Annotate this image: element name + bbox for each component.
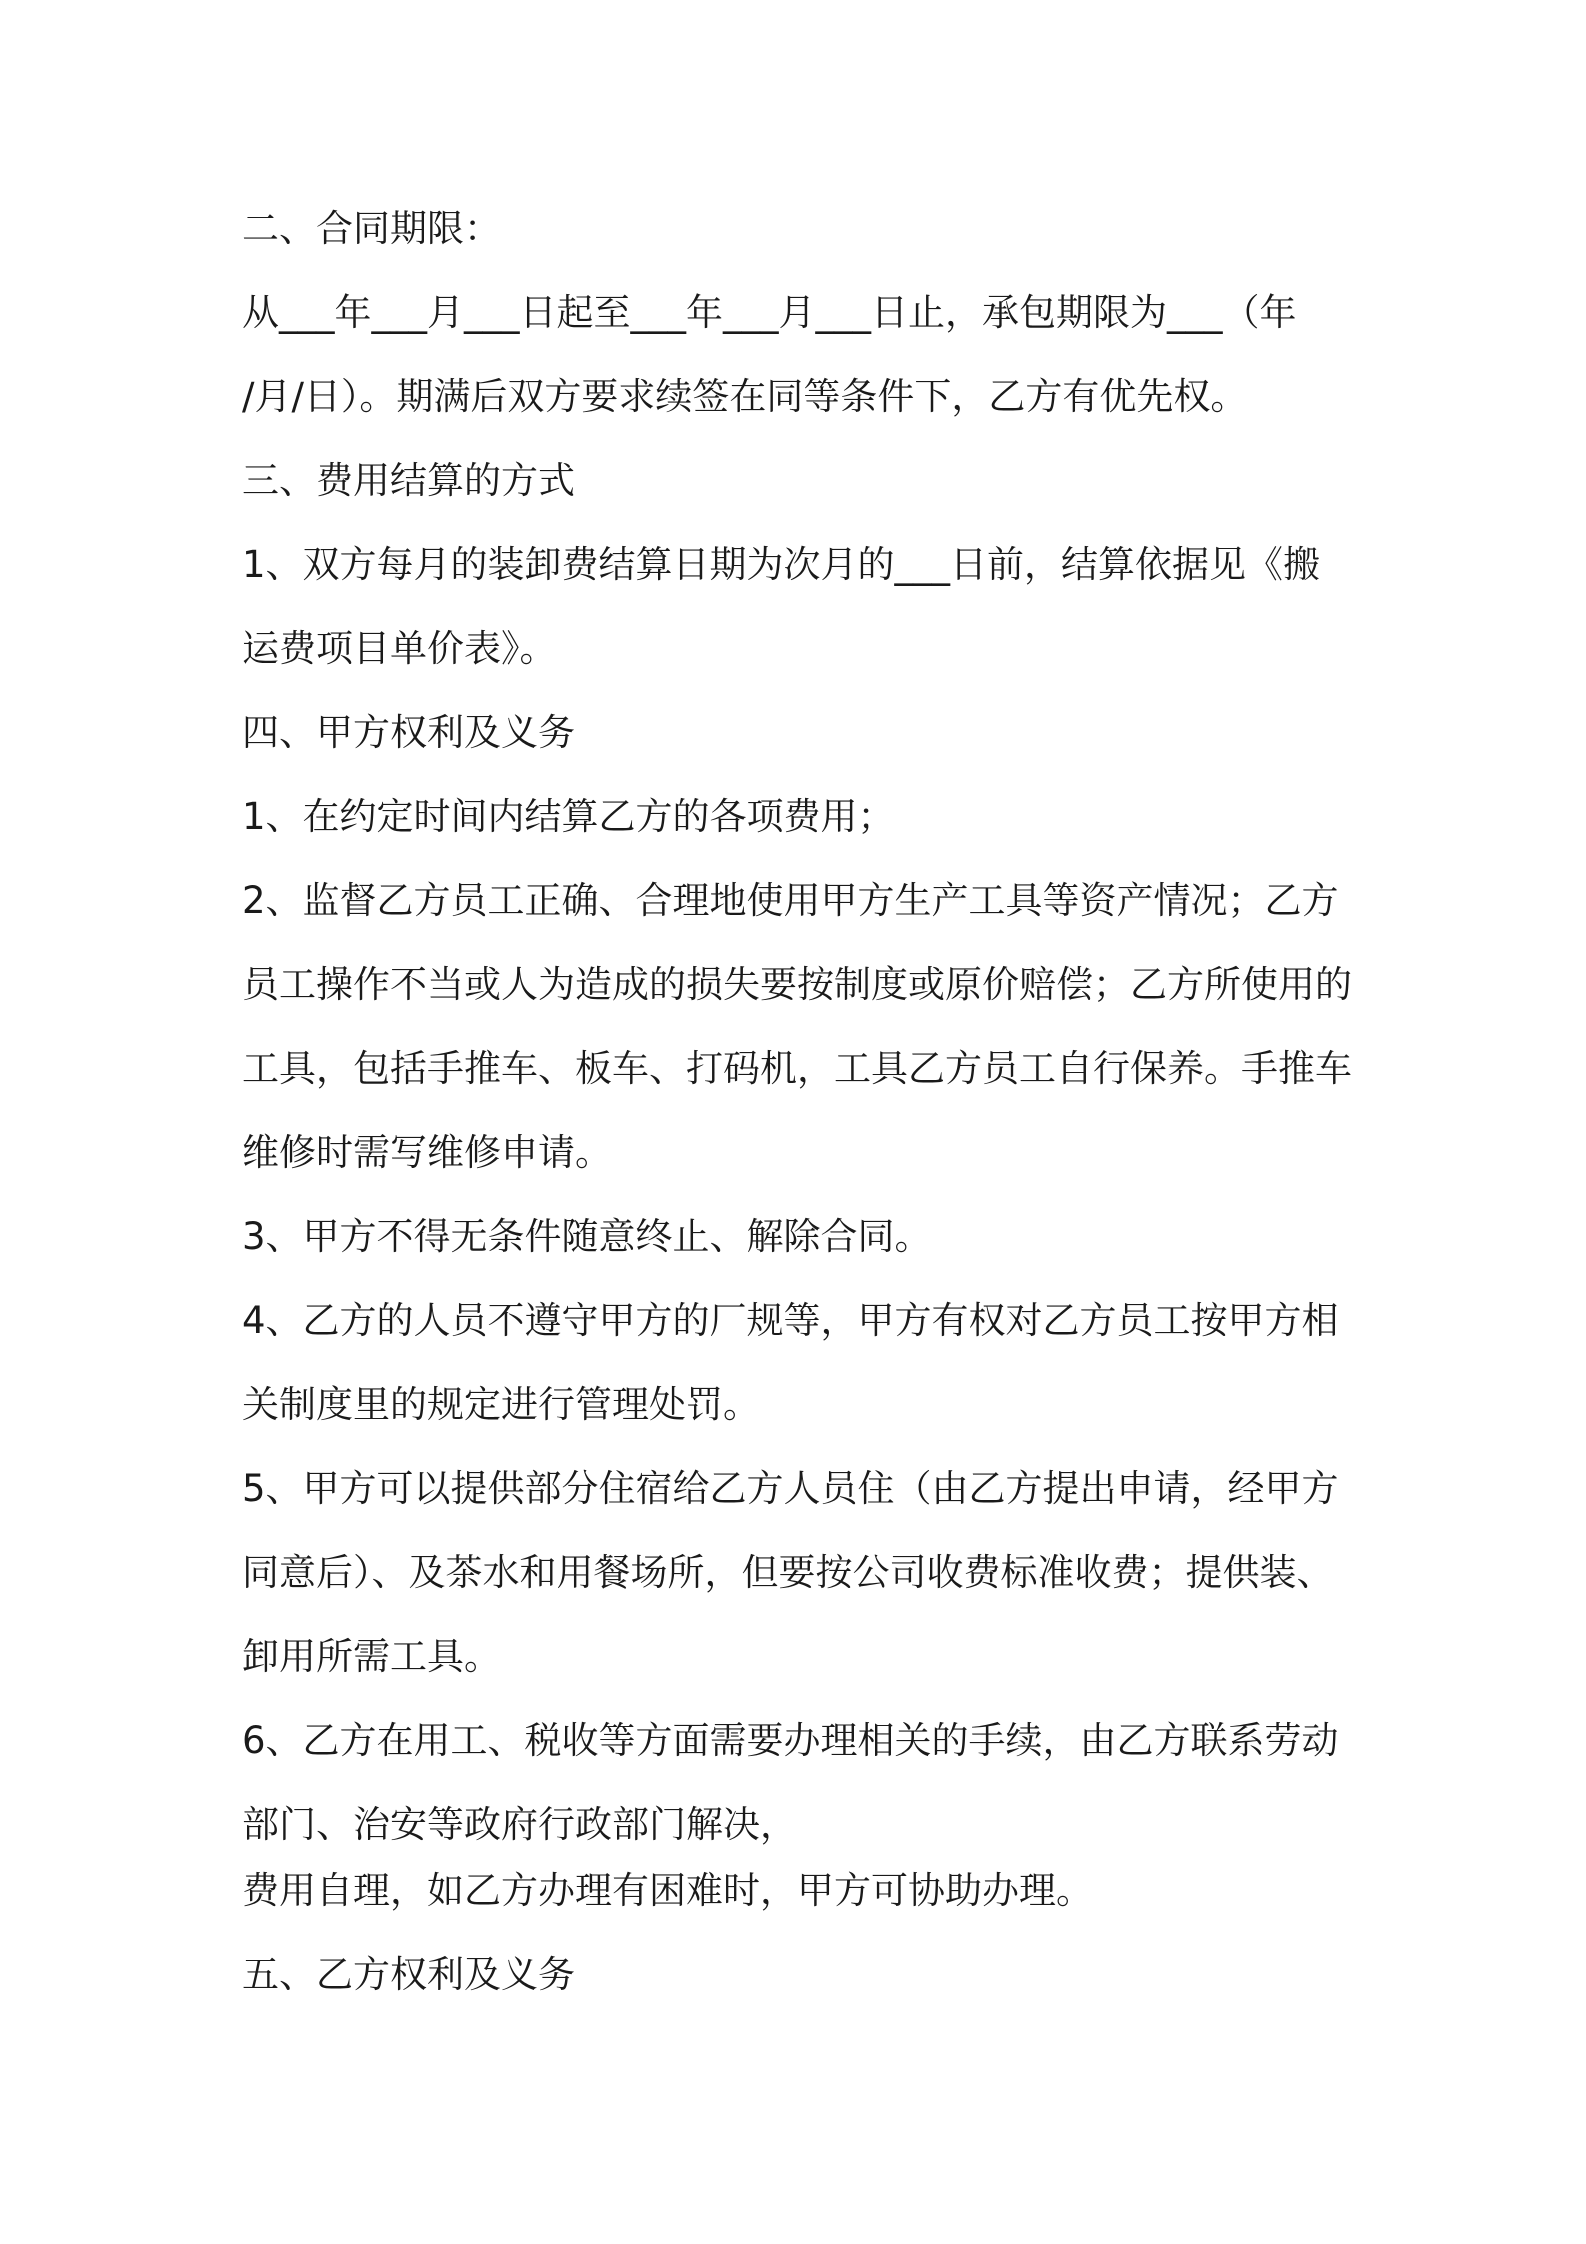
paragraph-line: 部门、治安等政府行政部门解决， bbox=[242, 1803, 797, 1846]
section-heading-term: 二、合同期限： bbox=[242, 207, 501, 250]
paragraph-line: 1、双方每月的装卸费结算日期为次月的___日前，结算依据见《搬 bbox=[242, 543, 1321, 586]
paragraph-line: 1、在约定时间内结算乙方的各项费用； bbox=[242, 795, 895, 838]
paragraph-line: 2、监督乙方员工正确、合理地使用甲方生产工具等资产情况；乙方 bbox=[242, 879, 1339, 922]
paragraph-line: 工具，包括手推车、板车、打码机，工具乙方员工自行保养。手推车 bbox=[242, 1047, 1352, 1090]
paragraph-line: 关制度里的规定进行管理处罚。 bbox=[242, 1383, 760, 1426]
section-heading-party-a: 四、甲方权利及义务 bbox=[242, 711, 575, 754]
paragraph-line: 费用自理，如乙方办理有困难时，甲方可协助办理。 bbox=[242, 1869, 1093, 1912]
paragraph-line: 从___年___月___日起至___年___月___日止，承包期限为___（年 bbox=[242, 291, 1297, 334]
paragraph-line: /月/日）。期满后双方要求续签在同等条件下，乙方有优先权。 bbox=[242, 375, 1248, 418]
paragraph-line: 员工操作不当或人为造成的损失要按制度或原价赔偿；乙方所使用的 bbox=[242, 963, 1352, 1006]
paragraph-line: 4、乙方的人员不遵守甲方的厂规等，甲方有权对乙方员工按甲方相 bbox=[242, 1299, 1339, 1342]
paragraph-line: 同意后）、及茶水和用餐场所，但要按公司收费标准收费；提供装、 bbox=[242, 1551, 1334, 1594]
section-heading-party-b: 五、乙方权利及义务 bbox=[242, 1953, 575, 1996]
paragraph-line: 3、甲方不得无条件随意终止、解除合同。 bbox=[242, 1215, 932, 1258]
paragraph-line: 5、甲方可以提供部分住宿给乙方人员住（由乙方提出申请，经甲方 bbox=[242, 1467, 1339, 1510]
paragraph-line: 6、乙方在用工、税收等方面需要办理相关的手续，由乙方联系劳动 bbox=[242, 1719, 1339, 1762]
section-heading-settlement: 三、费用结算的方式 bbox=[242, 459, 575, 502]
paragraph-line: 维修时需写维修申请。 bbox=[242, 1131, 612, 1174]
paragraph-line: 卸用所需工具。 bbox=[242, 1635, 501, 1678]
document-body bbox=[242, 200, 1362, 2030]
paragraph-line: 运费项目单价表》。 bbox=[242, 627, 557, 670]
